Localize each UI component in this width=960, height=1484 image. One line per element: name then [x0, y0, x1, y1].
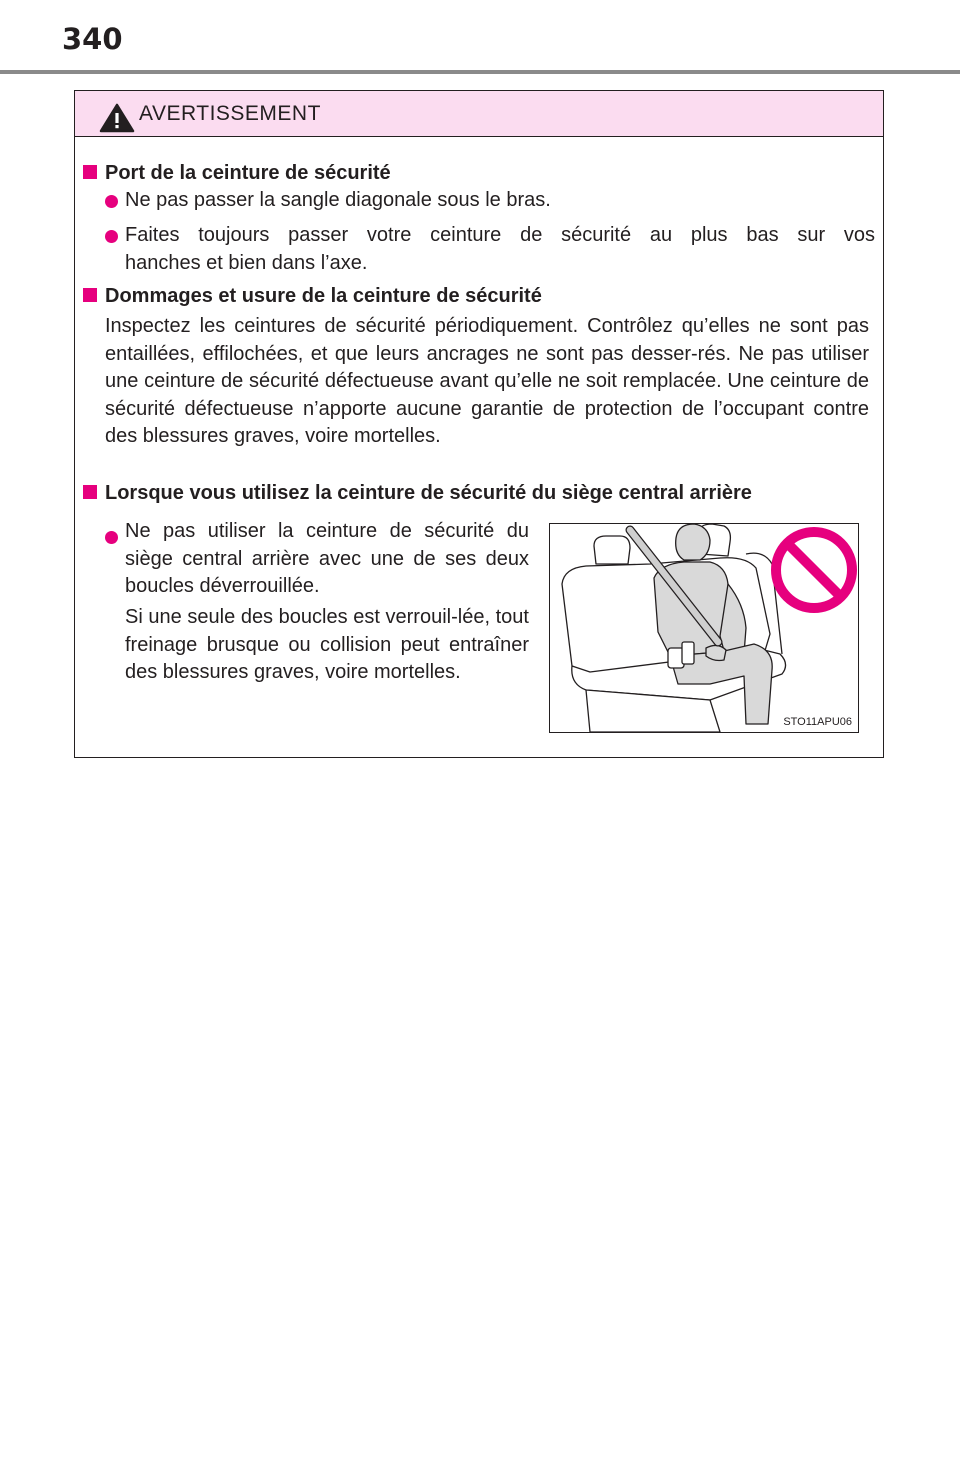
square-bullet-icon: [83, 288, 97, 302]
square-bullet-icon: [83, 485, 97, 499]
round-bullet-icon: [105, 195, 118, 208]
section-heading-wearing: Port de la ceinture de sécurité: [83, 162, 391, 185]
center-seat-bullet-text: Ne pas utiliser la ceinture de sécurité du siège central arrière avec une de ses deux boucles déverrouillée.: [125, 520, 529, 597]
square-bullet-icon: [83, 165, 97, 179]
section-heading-center-seat: Lorsque vous utilisez la ceinture de sécurité du siège central arrière: [83, 482, 752, 505]
warning-title: AVERTISSEMENT: [139, 102, 321, 125]
warning-header: [75, 91, 883, 137]
bullet-text: Faites toujours passer votre ceinture de sécurité au plus bas sur vos: [125, 224, 875, 246]
center-seat-paragraph: Si une seule des boucles est verrouil-lée, tout freinage brusque ou collision peut entraîner des blessures graves, voire mortelles.: [125, 606, 529, 683]
bullet-text: Ne pas passer la sangle diagonale sous le bras.: [125, 189, 551, 211]
rear-seat-drawing: [550, 524, 859, 733]
header-rule: [0, 70, 960, 74]
page-number: 340: [62, 22, 123, 56]
seatbelt-illustration: [549, 523, 859, 733]
warning-triangle-icon: [99, 103, 135, 133]
prohibition-icon: [776, 532, 852, 608]
round-bullet-icon: [105, 531, 118, 544]
warning-box: [74, 90, 884, 758]
illustration-code: STO11APU06: [783, 716, 852, 728]
section-heading-damage: Dommages et usure de la ceinture de sécurité: [83, 285, 542, 308]
round-bullet-icon: [105, 230, 118, 243]
bullet-text-continued: hanches et bien dans l’axe.: [125, 252, 368, 274]
damage-paragraph: Inspectez les ceintures de sécurité périodiquement. Contrôlez qu’elles ne sont pas entaillées, effilochées, et que leurs ancrages ne sont pas desser-rés. Ne pas utiliser une ceinture de sécurité défectueuse avant qu’elle ne soit remplacée. Une ceinture de sécurité défectueuse n’apporte aucune garantie de protection de l’occupant contre des blessures graves, voire mortelles.: [105, 315, 869, 447]
